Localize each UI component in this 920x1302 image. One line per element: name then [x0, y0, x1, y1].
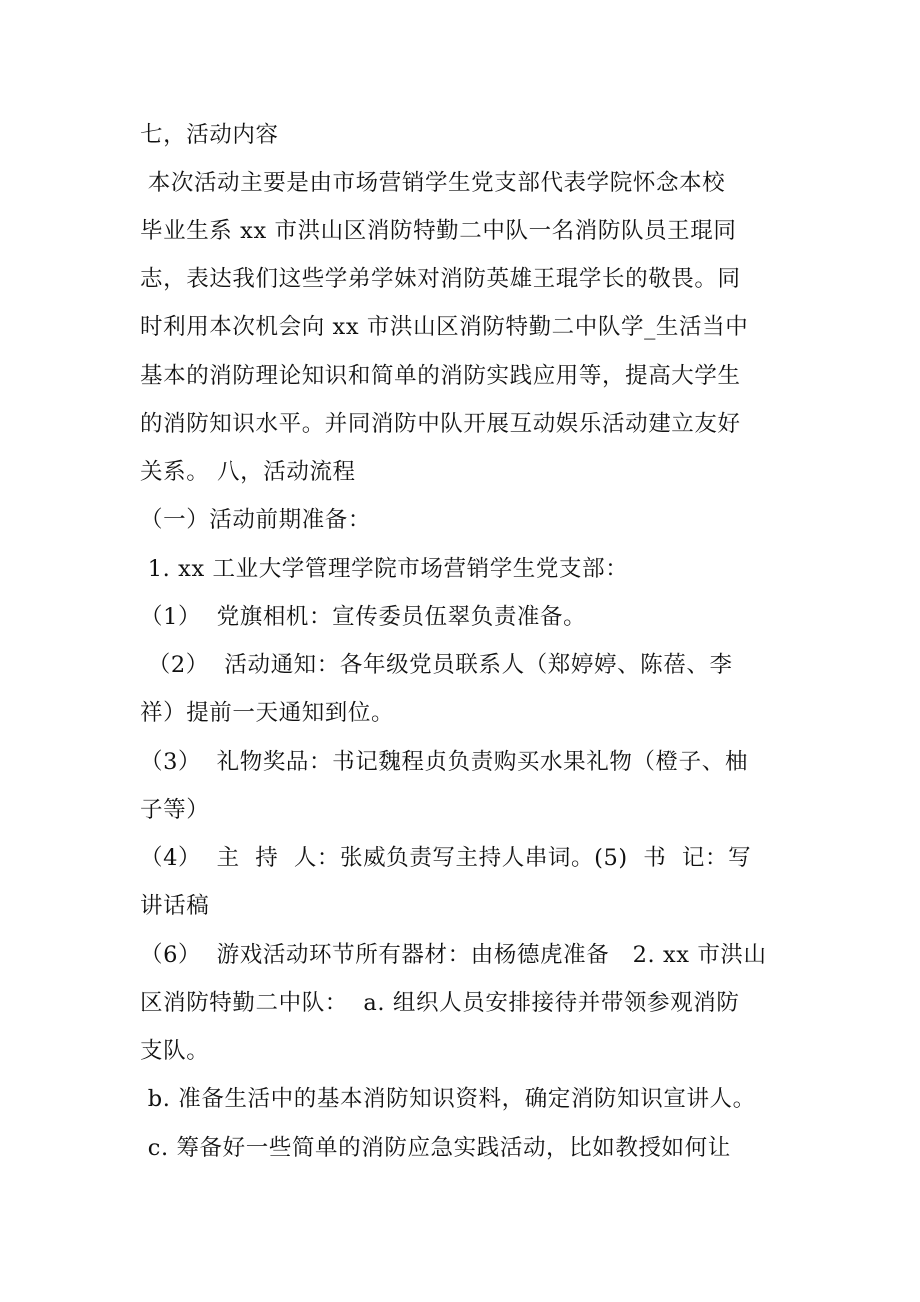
- text-line: 子等）: [140, 797, 210, 823]
- list-item: c. 筹备好一些简单的消防应急实践活动，比如教授如何让: [140, 1135, 731, 1161]
- list-item: b. 准备生活中的基本消防知识资料，确定消防知识宣讲人。: [140, 1086, 756, 1112]
- text-line-with-heading-activity-flow: 关系。 八，活动流程: [140, 459, 356, 485]
- list-item: （1） 党旗相机：宣传委员伍翠负责准备。: [140, 604, 587, 630]
- list-item: （3） 礼物奖品：书记魏程贞负责购买水果礼物（橙子、柚: [140, 749, 748, 775]
- text-line: 讲话稿: [140, 893, 210, 919]
- text-line: 本次活动主要是由市场营销学生党支部代表学院怀念本校: [140, 170, 726, 196]
- text-line: 区消防特勤二中队： a. 组织人员安排接待并带领参观消防: [140, 990, 740, 1016]
- text-line: 时利用本次机会向 xx 市洪山区消防特勤二中队学_生活当中: [140, 314, 749, 340]
- text-line: 志，表达我们这些学弟学妹对消防英雄王琨学长的敬畏。同: [140, 266, 741, 292]
- section-heading-activity-content: 七，活动内容: [140, 122, 279, 148]
- list-item: 1. xx 工业大学管理学院市场营销学生党支部：: [140, 556, 629, 582]
- text-line: 毕业生系 xx 市洪山区消防特勤二中队一名消防队员王琨同: [140, 218, 737, 244]
- list-item: （4） 主 持 人：张威负责写主持人串词。(5) 书 记：写: [140, 845, 752, 871]
- text-line: 支队。: [140, 1038, 210, 1064]
- text-line: 基本的消防理论知识和简单的消防实践应用等，提高大学生: [140, 363, 741, 389]
- text-line: 祥）提前一天通知到位。: [140, 700, 395, 726]
- text-line: 的消防知识水平。并同消防中队开展互动娱乐活动建立友好: [140, 411, 741, 437]
- list-item: （6） 游戏活动环节所有器材：由杨德虎准备 2. xx 市洪山: [140, 942, 767, 968]
- subheading-pre-activity-preparation: （一）活动前期准备：: [140, 507, 372, 533]
- list-item: （2） 活动通知：各年级党员联系人（郑婷婷、陈蓓、李: [140, 652, 733, 678]
